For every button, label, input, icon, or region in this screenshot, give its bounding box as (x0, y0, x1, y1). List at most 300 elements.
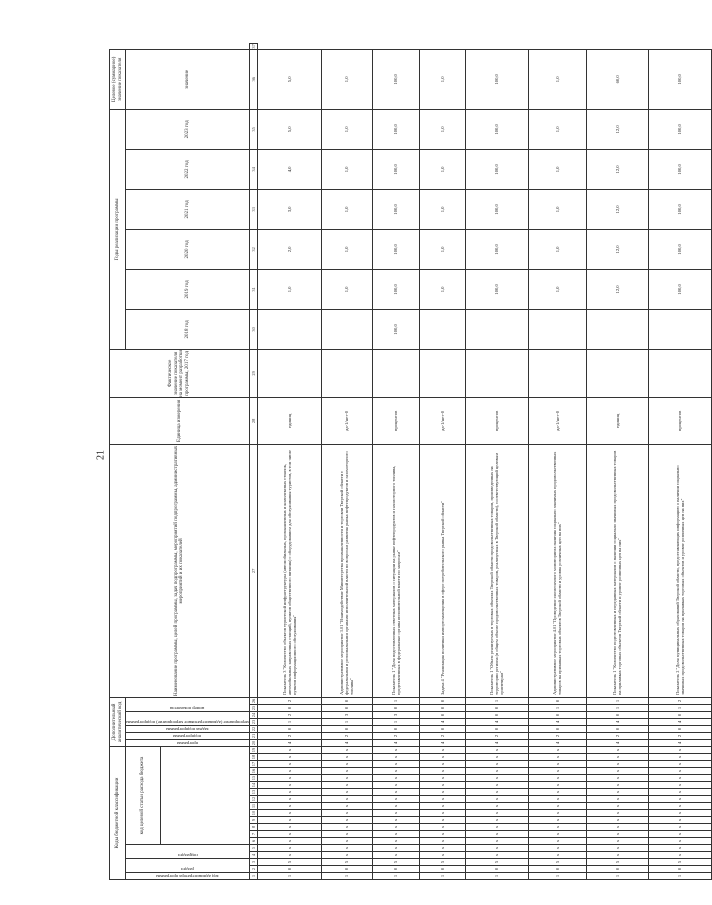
code-cell: 5 (648, 859, 711, 866)
code-cell: х (321, 803, 372, 810)
code-cell: х (419, 761, 465, 768)
code-cell: х (465, 803, 528, 810)
code-cell: 0 (586, 712, 648, 719)
code-cell: 4 (419, 740, 465, 747)
code-cell: х (465, 817, 528, 824)
column-number: 15 (250, 775, 256, 781)
fact-cell (372, 349, 419, 397)
year-value-cell: 1,0 (419, 109, 465, 149)
code-cell: х (372, 754, 419, 761)
code-cell: 0 (419, 705, 465, 712)
code-cell: х (372, 810, 419, 817)
code-cell: х (465, 831, 528, 838)
code-cell: х (372, 789, 419, 796)
column-number: 28 (249, 397, 257, 444)
target-value-header: значение (126, 49, 250, 109)
unit-cell: единиц (586, 397, 648, 444)
code-cell: х (586, 789, 648, 796)
table-row (528, 44, 586, 880)
code-cell: 1 (648, 873, 711, 880)
code-cell: х (586, 817, 648, 824)
code-cell: 1 (586, 705, 648, 712)
unit-cell: да-1/нет-0 (321, 397, 372, 444)
target-value-cell: 1,0 (321, 49, 372, 109)
code-cell: х (321, 824, 372, 831)
code-cell: х (372, 775, 419, 782)
year-value-cell: 12,0 (586, 269, 648, 309)
code-cell: 0 (528, 726, 586, 733)
code-cell: 4 (419, 719, 465, 726)
subsection-header: подраздел (177, 853, 198, 858)
code-cell: х (257, 768, 321, 775)
year-value-cell: 1,0 (419, 269, 465, 309)
code-cell: х (465, 754, 528, 761)
code-cell: х (257, 838, 321, 845)
code-cell: х (419, 768, 465, 775)
unit-cell: единиц (257, 397, 321, 444)
column-number: 32 (249, 229, 257, 269)
year-value-cell (528, 309, 586, 349)
code-cell: х (465, 789, 528, 796)
code-cell: 0 (257, 866, 321, 873)
indicator-name: Административное мероприятие 4.01 "Проведение ежемесячного мониторинга наличия социально значимых продовольственных товаров на прилавках торговых объектов Тверской области и уровня розничных цен на них" (528, 444, 586, 697)
code-cell: х (372, 803, 419, 810)
code-cell: х (419, 838, 465, 845)
column-number: 1 (249, 873, 257, 880)
target-header: Целевое (суммарное) значение показателя (110, 49, 126, 109)
code-cell: х (321, 761, 372, 768)
year-2021-header: 2021 год (126, 189, 250, 229)
code-cell: х (586, 810, 648, 817)
code-cell: х (528, 754, 586, 761)
fact-cell (648, 349, 711, 397)
code-cell: х (372, 852, 419, 859)
code-cell: 1 (586, 697, 648, 704)
code-cell: х (648, 845, 711, 852)
code-cell: 5 (465, 859, 528, 866)
fact-cell (528, 349, 586, 397)
code-cell: х (372, 747, 419, 754)
code-cell: 0 (648, 726, 711, 733)
code-cell: х (419, 803, 465, 810)
code-cell: х (648, 782, 711, 789)
indicator-name: Задача 4 "Реализация политики импортозамещения в сфере потребительского рынка Тверской области" (419, 444, 465, 697)
column-number: 22 (250, 726, 256, 732)
column-number: 24 (250, 712, 256, 718)
code-cell: х (528, 817, 586, 824)
code-cell: х (321, 775, 372, 782)
code-cell: х (528, 747, 586, 754)
code-cell: х (586, 845, 648, 852)
column-number: 14 (250, 782, 256, 788)
year-value-cell: 1,0 (528, 269, 586, 309)
code-cell: 5 (419, 859, 465, 866)
column-number: 21 (250, 733, 256, 739)
code-cell: 0 (465, 712, 528, 719)
year-value-cell: 100,0 (465, 149, 528, 189)
budget-classification-header: Коды бюджетной классификации (110, 747, 126, 880)
code-cell: х (528, 810, 586, 817)
code-cell: 0 (372, 726, 419, 733)
code-cell: х (321, 747, 372, 754)
code-cell: х (257, 831, 321, 838)
code-cell: х (419, 754, 465, 761)
code-cell: 0 (257, 726, 321, 733)
code-cell: х (257, 747, 321, 754)
code-cell: 0 (372, 705, 419, 712)
code-cell: х (586, 824, 648, 831)
code-cell: 2 (419, 733, 465, 740)
code-cell: х (528, 775, 586, 782)
year-value-cell: 1,0 (419, 229, 465, 269)
code-cell: х (648, 831, 711, 838)
column-number: 25 (250, 705, 256, 711)
code-cell: х (321, 831, 372, 838)
column-number: 16 (250, 768, 256, 774)
table-row (648, 44, 711, 880)
code-cell: 5 (586, 859, 648, 866)
code-cell: х (257, 754, 321, 761)
fact-cell (419, 349, 465, 397)
code-cell: х (321, 810, 372, 817)
code-cell: 1 (528, 873, 586, 880)
column-number: 34 (249, 149, 257, 189)
column-number: 35 (249, 109, 257, 149)
code-cell: х (586, 852, 648, 859)
target-value-cell: 100,0 (465, 49, 528, 109)
code-cell: х (257, 789, 321, 796)
code-cell: х (586, 761, 648, 768)
code-cell: х (648, 761, 711, 768)
year-value-cell: 1,0 (419, 189, 465, 229)
code-cell: х (372, 782, 419, 789)
year-value-cell: 1,0 (321, 269, 372, 309)
code-cell: х (321, 796, 372, 803)
table-row (586, 44, 648, 880)
code-cell: х (419, 782, 465, 789)
indicator-name: Показатель 1 "Количество подготовленных и переданных материалов о наличии социально значимых продовольственных товаров на прилавках торговых объектов Тверской области и уровне розничных цен на них" (586, 444, 648, 697)
year-value-cell: 100,0 (465, 229, 528, 269)
column-number: 9 (249, 817, 257, 824)
page-number: 21 (95, 450, 107, 460)
year-value-cell: 100,0 (648, 109, 711, 149)
year-value-cell: 1,0 (321, 189, 372, 229)
target-value-cell: 1,0 (419, 49, 465, 109)
code-cell: х (257, 761, 321, 768)
code-cell: 5 (321, 859, 372, 866)
code-cell: х (372, 824, 419, 831)
code-cell: 0 (648, 712, 711, 719)
code-cell: х (648, 754, 711, 761)
admin-code-header: код администратора программы (156, 874, 219, 879)
code-cell: 1 (372, 719, 419, 726)
expense-code-header: код целевой статьи расхода бюджета (126, 747, 161, 845)
code-cell: х (648, 796, 711, 803)
column-number: 33 (249, 189, 257, 229)
code-cell: 4 (648, 740, 711, 747)
year-value-cell: 1,0 (419, 149, 465, 189)
code-cell: х (586, 796, 648, 803)
unit-cell: процентов (465, 397, 528, 444)
code-cell: х (465, 782, 528, 789)
fact-cell (586, 349, 648, 397)
table-row (257, 44, 321, 880)
code-cell: х (257, 775, 321, 782)
year-value-cell: 100,0 (372, 109, 419, 149)
code-cell: х (257, 803, 321, 810)
code-cell: 1 (648, 705, 711, 712)
code-cell: 0 (528, 697, 586, 704)
code-cell: 2 (528, 733, 586, 740)
code-cell: х (419, 845, 465, 852)
year-value-cell: 3,0 (257, 189, 321, 229)
code-cell: 1 (528, 705, 586, 712)
code-cell: х (257, 782, 321, 789)
code-cell: х (321, 838, 372, 845)
code-cell: х (419, 747, 465, 754)
year-2020-header: 2020 год (126, 229, 250, 269)
table-row (372, 44, 419, 880)
year-value-cell: 1,0 (528, 109, 586, 149)
code-cell: 4 (465, 719, 528, 726)
code-cell: х (648, 810, 711, 817)
table-row (419, 44, 465, 880)
code-cell: 4 (586, 740, 648, 747)
code-cell: х (465, 768, 528, 775)
code-cell: 2 (257, 712, 321, 719)
column-number: 23 (250, 719, 256, 725)
code-cell: х (257, 852, 321, 859)
column-number: 11 (250, 803, 256, 809)
unit-cell: да-1/нет-0 (528, 397, 586, 444)
code-cell: х (321, 789, 372, 796)
year-value-cell: 100,0 (465, 189, 528, 229)
code-cell: 1 (465, 873, 528, 880)
code-cell: х (257, 845, 321, 852)
code-cell: х (528, 838, 586, 845)
column-number: 36 (249, 49, 257, 109)
code-cell: х (528, 768, 586, 775)
code-cell: 1 (419, 873, 465, 880)
year-value-cell: 1,0 (321, 109, 372, 149)
code-cell: х (648, 803, 711, 810)
column-number: 13 (250, 789, 256, 795)
code-cell: 0 (419, 712, 465, 719)
code-cell: х (321, 817, 372, 824)
year-value-cell: 12,0 (586, 189, 648, 229)
code-cell: х (419, 796, 465, 803)
year-value-cell: 5,0 (257, 109, 321, 149)
code-cell: х (586, 754, 648, 761)
code-cell: х (465, 796, 528, 803)
code-cell: х (372, 831, 419, 838)
code-cell: 0 (648, 866, 711, 873)
code-cell: 4 (372, 740, 419, 747)
year-value-cell: 100,0 (648, 149, 711, 189)
subprogram-header: подпрограмма (173, 734, 202, 739)
code-cell: 1 (465, 697, 528, 704)
column-numbers-row (249, 44, 257, 880)
code-cell: 0 (528, 866, 586, 873)
code-cell: х (465, 775, 528, 782)
column-number: 27 (249, 444, 257, 697)
code-cell: х (372, 768, 419, 775)
code-cell: 2 (586, 733, 648, 740)
year-value-cell: 100,0 (372, 229, 419, 269)
year-value-cell: 100,0 (648, 189, 711, 229)
code-cell: 3 (372, 712, 419, 719)
code-cell: х (419, 831, 465, 838)
code-cell: х (419, 852, 465, 859)
code-cell: 0 (586, 866, 648, 873)
year-value-cell: 12,0 (586, 149, 648, 189)
code-cell: х (372, 817, 419, 824)
code-cell: х (465, 810, 528, 817)
column-number: 19 (250, 747, 256, 753)
column-number: 2 (249, 866, 257, 873)
code-cell: х (321, 754, 372, 761)
column-number: 31 (249, 269, 257, 309)
code-cell: 4 (257, 740, 321, 747)
years-header: Годы реализации программы (110, 109, 126, 349)
year-value-cell (321, 309, 372, 349)
year-value-cell (465, 309, 528, 349)
code-cell: х (372, 796, 419, 803)
year-2019-header: 2019 год (126, 269, 250, 309)
indicator-name: Административное мероприятие 3.01 "Взаимодействие Министерства промышленности и торговли Тверской области с федеральными и региональными органами исполнительной власти по вопросам развития рынка нефтепродуктов и газомоторного топлива" (321, 444, 372, 697)
code-cell: 4 (528, 719, 586, 726)
year-value-cell: 100,0 (372, 309, 419, 349)
code-cell: 1 (372, 873, 419, 880)
column-number: 12 (250, 796, 256, 802)
column-number: 18 (250, 754, 256, 760)
column-number: 20 (250, 740, 256, 746)
column-number: 17 (250, 761, 256, 767)
code-cell: х (586, 782, 648, 789)
code-cell: х (419, 824, 465, 831)
code-cell: х (528, 845, 586, 852)
fact-cell (321, 349, 372, 397)
code-cell: х (465, 761, 528, 768)
year-value-cell: 12,0 (586, 109, 648, 149)
code-cell: 4 (321, 740, 372, 747)
code-cell: 0 (419, 697, 465, 704)
target-value-cell: 60,0 (586, 49, 648, 109)
code-cell: х (586, 775, 648, 782)
fact-cell (465, 349, 528, 397)
code-cell: 0 (465, 726, 528, 733)
code-cell: х (528, 824, 586, 831)
code-cell: х (321, 845, 372, 852)
year-value-cell: 2,0 (257, 229, 321, 269)
table-row (465, 44, 528, 880)
year-value-cell: 100,0 (372, 189, 419, 229)
column-number: 26 (250, 698, 256, 704)
code-cell: 5 (528, 859, 586, 866)
code-cell: х (586, 831, 648, 838)
code-cell: 2 (372, 733, 419, 740)
indicator-name: Показатель 1 "Объем реализуемых в торговых объектах Тверской области продовольственных товаров, произведенных на территории региона (в общем объеме продовольственных товаров, реализуемых в Тверской области), соответствующий целевым ориентирам" (465, 444, 528, 697)
code-cell: 0 (321, 866, 372, 873)
column-number: 5 (249, 845, 257, 852)
unit-cell: процентов (648, 397, 711, 444)
code-cell: 1 (257, 873, 321, 880)
code-cell: х (419, 810, 465, 817)
name-column-header: Наименование программы, целей программы, задач подпрограммы, мероприятий подпрограммы, административных мероприятий и их показателей (110, 444, 250, 697)
code-cell: х (257, 824, 321, 831)
code-cell: 4 (528, 740, 586, 747)
unit-cell: да-1/нет-0 (419, 397, 465, 444)
year-value-cell: 12,0 (586, 229, 648, 269)
year-value-cell (648, 309, 711, 349)
code-cell: 0 (419, 866, 465, 873)
code-cell: х (257, 817, 321, 824)
code-cell: х (419, 775, 465, 782)
code-cell: х (528, 803, 586, 810)
code-cell: 0 (586, 726, 648, 733)
analytic-code-header: Дополнительный аналитический код (110, 697, 126, 746)
code-cell: 1 (321, 719, 372, 726)
code-cell: х (465, 845, 528, 852)
code-cell: 0 (465, 866, 528, 873)
code-cell: х (528, 789, 586, 796)
column-number: 10 (250, 810, 256, 816)
code-cell: 1 (257, 719, 321, 726)
code-cell: х (465, 824, 528, 831)
code-cell: х (586, 803, 648, 810)
code-cell: 0 (528, 712, 586, 719)
code-cell: х (465, 747, 528, 754)
column-number: 30 (249, 309, 257, 349)
column-number: 4 (249, 852, 257, 859)
code-cell: 2 (648, 697, 711, 704)
code-cell: х (648, 824, 711, 831)
code-cell: х (321, 782, 372, 789)
target-value-cell: 100,0 (372, 49, 419, 109)
code-cell: 2 (321, 733, 372, 740)
code-cell: х (586, 838, 648, 845)
code-cell: х (528, 761, 586, 768)
year-value-cell: 100,0 (648, 269, 711, 309)
task-header: задача подпрограммы (166, 727, 209, 732)
year-value-cell: 100,0 (372, 269, 419, 309)
section-header: раздел (181, 867, 194, 872)
year-value-cell: 100,0 (372, 149, 419, 189)
fact-column-header: Фактическое значение показателя на момент разработки программы, 2017 год (110, 349, 250, 397)
code-cell: х (465, 852, 528, 859)
code-cell: 5 (257, 859, 321, 866)
code-cell: х (648, 768, 711, 775)
code-cell: х (321, 768, 372, 775)
code-cell: 1 (586, 873, 648, 880)
year-value-cell (586, 309, 648, 349)
code-cell: х (648, 838, 711, 845)
column-number: 37 (250, 44, 256, 49)
indicator-name: Показатель 2 "Доля муниципальных образований Тверской области, предоставляющих информацию о наличии социально значимых продовольственных товаров на прилавках торговых объектов и уровне розничных цен на них" (648, 444, 711, 697)
code-cell: х (257, 810, 321, 817)
code-cell: 4 (465, 740, 528, 747)
code-cell: х (257, 796, 321, 803)
year-value-cell: 1,0 (321, 149, 372, 189)
year-value-cell: 1,0 (528, 229, 586, 269)
code-cell: х (528, 782, 586, 789)
code-cell: 1 (372, 697, 419, 704)
unit-column-header: Единица измерения (110, 397, 250, 444)
unit-cell: процентов (372, 397, 419, 444)
year-value-cell (257, 309, 321, 349)
indicator-name: Показатель 3 "Количество объектов туристской инфраструктуры (автомобильных, промышленных и комплексных стоянок, автомобильных заправочных станций, пунктов общественного питания) с оборудованием для обслуживания туристов, в том числе пунктов информационного обслуживания" (257, 444, 321, 697)
code-cell: х (372, 838, 419, 845)
